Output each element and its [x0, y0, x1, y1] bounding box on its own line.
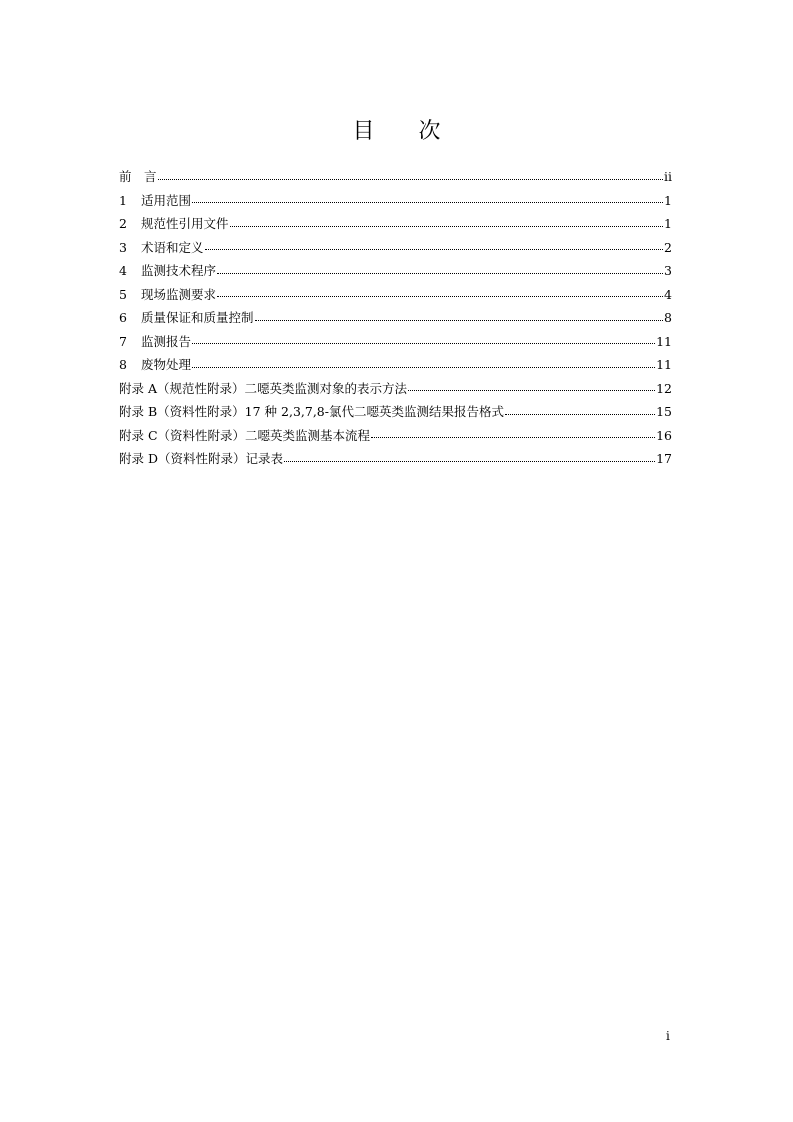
toc-entry-1[interactable]	[119, 189, 672, 213]
toc-entry-number: 3	[119, 239, 127, 255]
toc-entry-number: 5	[119, 286, 127, 302]
toc-leader-dots	[255, 319, 664, 321]
toc-entry-label: 附录 A（规范性附录）二噁英类监测对象的表示方法	[119, 380, 408, 396]
toc-entry-3[interactable]	[119, 236, 672, 260]
toc-entry-page: 2	[664, 239, 672, 255]
toc-entry-label: 现场监测要求	[141, 286, 217, 302]
toc-entry-appendix-c[interactable]	[119, 424, 672, 448]
toc-entry-2[interactable]	[119, 212, 672, 236]
toc-entry-page: 1	[664, 192, 672, 208]
toc-entry-page: 17	[656, 451, 672, 466]
table-of-contents	[119, 165, 672, 471]
toc-entry-page: 16	[656, 427, 672, 443]
toc-leader-dots	[192, 366, 655, 368]
toc-entry-label: 附录 C（资料性附录）二噁英类监测基本流程	[119, 427, 371, 443]
toc-entry-label: 监测技术程序	[141, 263, 217, 278]
toc-entry-page: 1	[664, 216, 672, 231]
toc-leader-dots	[505, 413, 655, 415]
toc-entry-6[interactable]	[119, 306, 672, 330]
toc-leader-dots	[192, 201, 663, 203]
toc-entry-label: 监测报告	[141, 333, 192, 349]
toc-entry-page: 12	[656, 380, 672, 396]
toc-leader-dots	[158, 178, 663, 180]
toc-entry-label: 适用范围	[141, 192, 192, 208]
toc-entry-page: 11	[656, 333, 672, 349]
toc-leader-dots	[284, 460, 655, 462]
toc-entry-5[interactable]	[119, 283, 672, 307]
toc-entry-number: 8	[119, 357, 127, 372]
page-title: 目 次	[352, 119, 441, 144]
toc-leader-dots	[217, 295, 663, 297]
toc-entry-label: 附录 B（资料性附录）17 种 2,3,7,8-氯代二噁英类监测结果报告格式	[119, 404, 504, 419]
toc-entry-foreword[interactable]	[119, 165, 672, 189]
toc-leader-dots	[205, 248, 664, 250]
toc-entry-number: 2	[119, 216, 127, 231]
toc-entry-label: 附录 D（资料性附录）记录表	[119, 451, 283, 466]
toc-entry-number: 1	[119, 192, 127, 208]
toc-entry-page: 15	[656, 404, 672, 419]
toc-entry-page: 4	[664, 286, 672, 302]
toc-leader-dots	[192, 342, 655, 344]
toc-entry-page: 3	[664, 263, 672, 278]
toc-entry-8[interactable]	[119, 353, 672, 377]
toc-entry-appendix-a[interactable]	[119, 377, 672, 401]
toc-entry-number: 6	[119, 310, 127, 325]
toc-leader-dots	[371, 436, 655, 438]
toc-leader-dots	[230, 225, 664, 227]
toc-entry-page: 11	[656, 357, 672, 372]
toc-entry-appendix-b[interactable]	[119, 400, 672, 424]
toc-entry-label: 术语和定义	[141, 239, 204, 255]
toc-entry-label: 废物处理	[141, 357, 192, 372]
toc-entry-label: 规范性引用文件	[141, 216, 229, 231]
toc-entry-4[interactable]	[119, 259, 672, 283]
page-number: i	[666, 1029, 670, 1043]
toc-leader-dots	[408, 389, 655, 391]
toc-entry-number: 7	[119, 333, 127, 349]
toc-leader-dots	[217, 272, 663, 274]
toc-entry-label: 前 言	[119, 169, 157, 184]
toc-entry-page: 8	[664, 310, 672, 325]
toc-entry-page: ii	[664, 169, 672, 184]
toc-entry-7[interactable]	[119, 330, 672, 354]
toc-entry-label: 质量保证和质量控制	[141, 310, 254, 325]
toc-entry-number: 4	[119, 263, 127, 278]
toc-entry-appendix-d[interactable]	[119, 447, 672, 471]
